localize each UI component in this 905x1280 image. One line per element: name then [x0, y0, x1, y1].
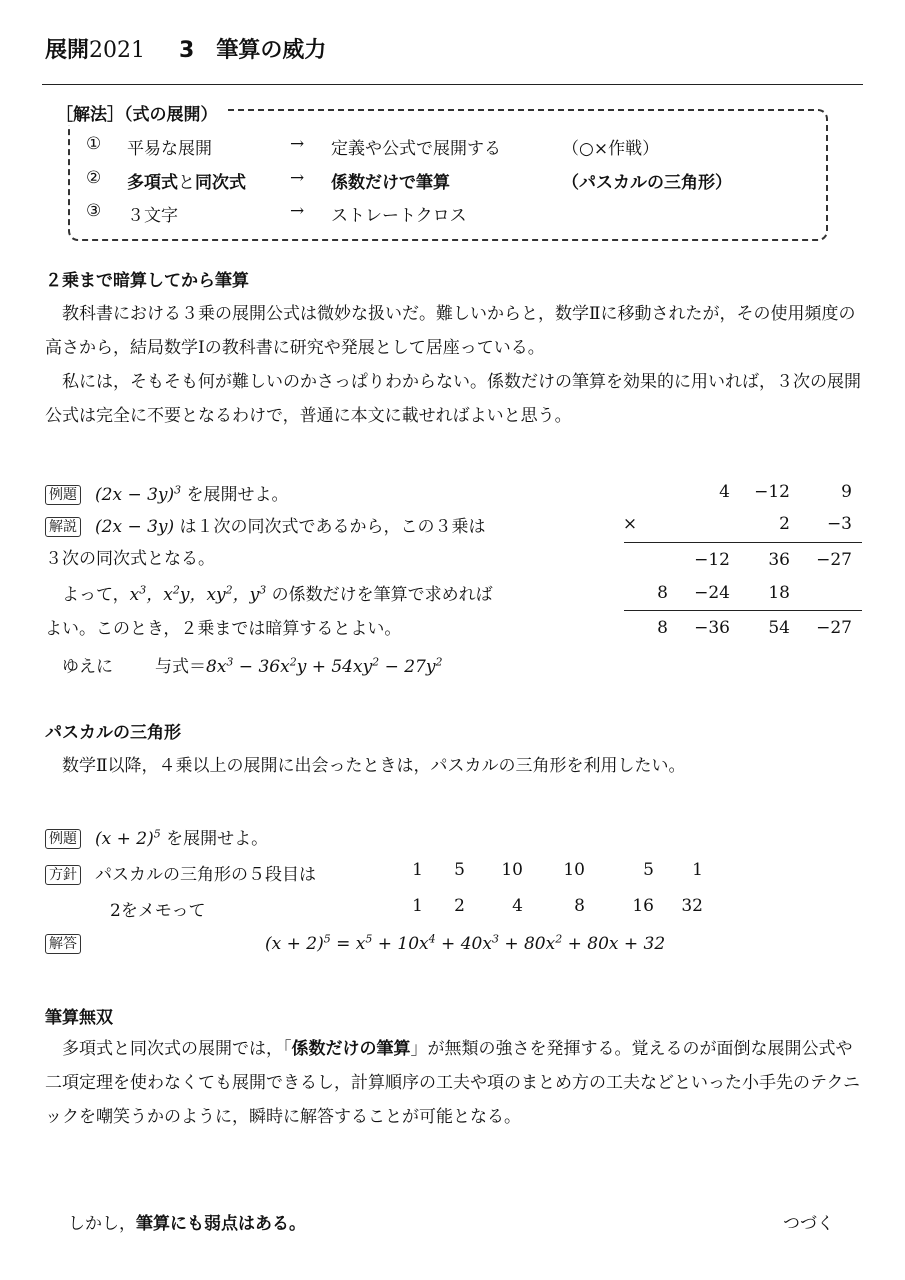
- method-row-1-marker: ①: [86, 134, 102, 154]
- calc-r3-c3: 36: [768, 550, 790, 570]
- method-row-2-marker: ②: [86, 168, 102, 188]
- power-4: 8: [574, 896, 585, 916]
- section1-heading: ２乗まで暗算してから筆算: [45, 271, 249, 291]
- closing-line: しかし，筆算にも弱点はある。: [68, 1214, 306, 1234]
- pascal-3: 10: [501, 860, 523, 880]
- method-row-1-method: 定義や公式で展開する: [331, 139, 501, 159]
- calc-r5-c3: 54: [768, 618, 790, 638]
- policy-tag: 方針: [45, 865, 81, 885]
- continued-label: つづく: [783, 1214, 834, 1234]
- section2-heading: パスカルの三角形: [45, 723, 181, 743]
- example1-conclusion: ゆえに 与式$=8x^3 - 36x^2y + 54xy^2 - 27y^2$: [62, 655, 443, 677]
- section3-heading: 筆算無双: [45, 1008, 113, 1028]
- calc-r1-c4: 9: [841, 482, 852, 502]
- title-number: 3: [179, 38, 195, 63]
- example1-solution-line4: よい。このとき，２乗までは暗算するとよい。: [45, 619, 402, 639]
- calc-r4-c2: −24: [694, 583, 730, 603]
- calc-r2-c4: −3: [826, 514, 852, 534]
- calc-r1-c2: 4: [719, 482, 730, 502]
- pascal-6: 1: [692, 860, 703, 880]
- example1-question: 例題 $(2x - 3y)^3$ を展開せよ。: [45, 480, 289, 505]
- method-row-2-method: 係数だけで筆算: [331, 173, 450, 193]
- power-5: 16: [632, 896, 654, 916]
- method-row-2-arrow: →: [290, 168, 305, 188]
- calc-r4-c1: 8: [657, 583, 668, 603]
- section1-paragraph-1: 教科書における３乗の展開公式は微妙な扱いだ。難しいからと，数学Ⅱに移動されたが，その使用頻度の高さから，結局数学Ⅰの教科書に研究や発展として居座っている。: [45, 304, 856, 358]
- method-row-3-method: ストレートクロス: [331, 206, 467, 226]
- section2-paragraph: 数学Ⅱ以降，４乗以上の展開に出会ったときは，パスカルの三角形を利用したい。: [62, 756, 686, 776]
- title-text: 筆算の威力: [216, 38, 327, 63]
- title-series: 展開: [45, 38, 90, 63]
- title-rule: [42, 84, 863, 85]
- power-3: 4: [512, 896, 523, 916]
- section3-paragraph: 多項式と同次式の展開では，「係数だけの筆算」が無類の強さを発揮する。覚えるのが面倒な展開公式や二項定理を使わなくても展開できるし，計算順序の工夫や項のまとめ方の工夫などといった小手先のテクニックを嘲笑うかのように，瞬時に解答することが可能となる。: [45, 1039, 860, 1127]
- calc-r3-c2: −12: [694, 550, 730, 570]
- method-row-1-item: 平易な展開: [127, 139, 212, 159]
- answer-tag: 解答: [45, 934, 81, 954]
- pascal-1: 1: [412, 860, 423, 880]
- example1-solution-line2: ３次の同次式となる。: [45, 549, 215, 569]
- example-tag: 例題: [45, 829, 81, 849]
- example2-answer: 解答 $(x + 2)^5 = x^5 + 10x^4 + 40x^3 + 80x^2 + 80x + 32$: [45, 932, 665, 954]
- pascal-4: 10: [563, 860, 585, 880]
- method-box-label: ［解法］（式の展開）: [52, 100, 224, 125]
- method-row-3-arrow: →: [290, 201, 305, 221]
- calc-rule-1: [624, 542, 862, 543]
- calc-r1-c3: −12: [754, 482, 790, 502]
- calc-r3-c4: −27: [816, 550, 852, 570]
- power-6: 32: [681, 896, 703, 916]
- calc-r5-c2: −36: [694, 618, 730, 638]
- method-row-3-item: ３文字: [127, 206, 178, 226]
- method-row-2-item: 多項式と同次式: [127, 173, 246, 193]
- power-1: 1: [412, 896, 423, 916]
- section1-paragraph-2: 私には，そもそも何が難しいのかさっぱりわからない。係数だけの筆算を効果的に用いれば，３次の展開公式は完全に不要となるわけで，普通に本文に載せればよいと思う。: [45, 372, 861, 426]
- method-row-1-arrow: →: [290, 134, 305, 154]
- calc-r4-c3: 18: [768, 583, 790, 603]
- solution-tag: 解説: [45, 517, 81, 537]
- example1-solution-line3: よって，$x^3$，$x^2y$，$xy^2$，$y^3$ の係数だけを筆算で求めれば: [62, 583, 493, 605]
- title-year: 2021: [89, 38, 146, 63]
- example2-policy: 方針 パスカルの三角形の５段目は: [45, 860, 316, 885]
- example2-memo: 2をメモって: [110, 901, 206, 921]
- calc-rule-2: [624, 610, 862, 611]
- example1-solution-line1: 解説 (2x − 3y) は１次の同次式であるから，この３乗は: [45, 512, 486, 537]
- example2-question: 例題 $(x + 2)^5$ を展開せよ。: [45, 824, 268, 849]
- example-tag: 例題: [45, 485, 81, 505]
- pascal-5: 5: [643, 860, 654, 880]
- page-title: [45, 33, 326, 64]
- method-row-3-marker: ③: [86, 201, 102, 221]
- power-2: 2: [454, 896, 465, 916]
- calc-r5-c4: −27: [816, 618, 852, 638]
- calc-r5-c1: 8: [657, 618, 668, 638]
- calc-times: ×: [622, 514, 638, 534]
- method-row-2-note: （パスカルの三角形）: [562, 173, 732, 193]
- method-row-1-note: （○×作戦）: [562, 139, 660, 159]
- calc-r2-c3: 2: [779, 514, 790, 534]
- pascal-2: 5: [454, 860, 465, 880]
